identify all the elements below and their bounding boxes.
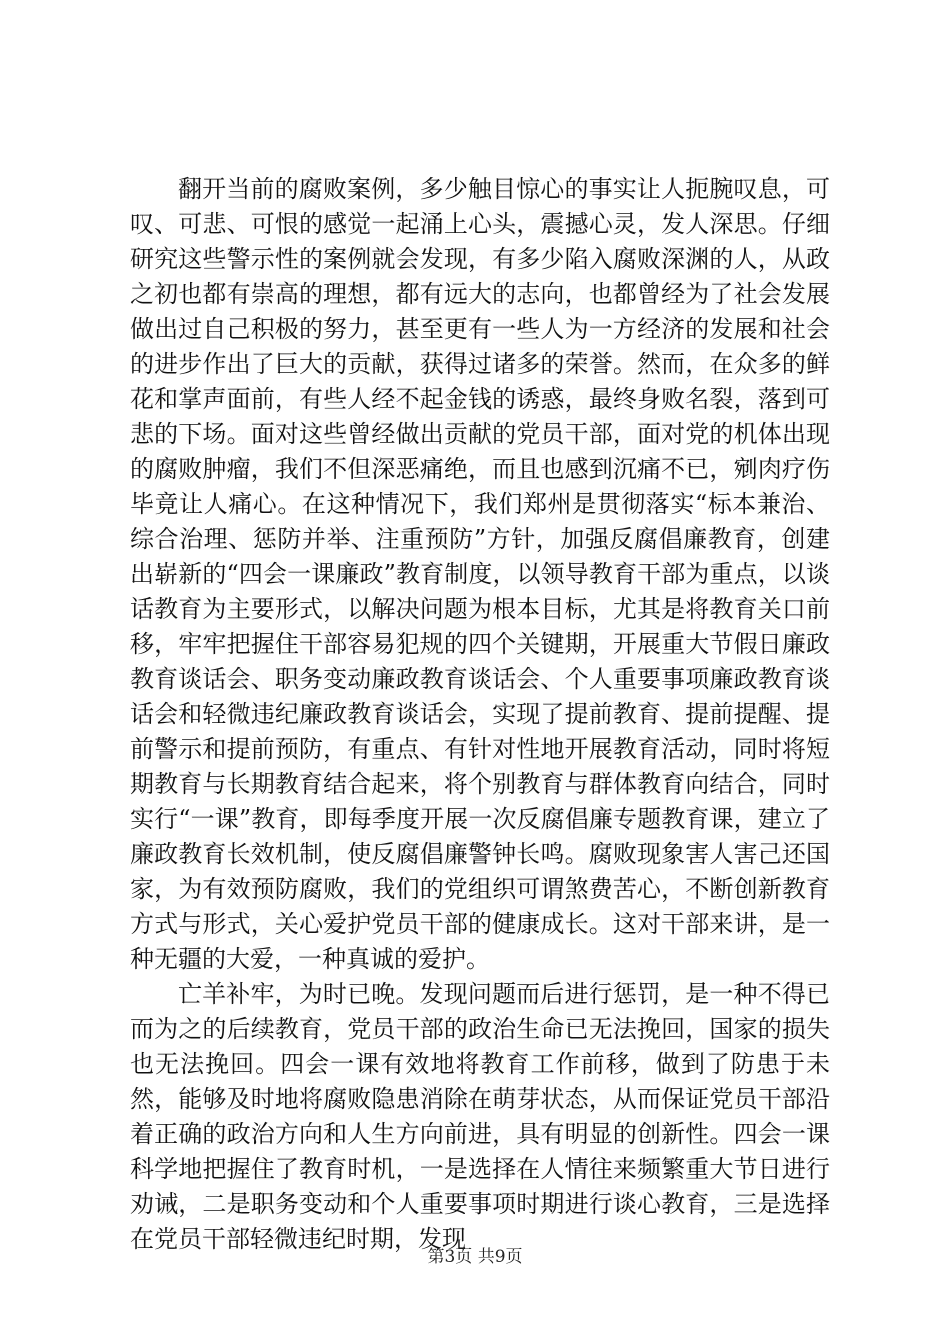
paragraph-2: 亡羊补牢，为时已晚。发现问题而后进行惩罚，是一种不得已而为之的后续教育，党员干部的政治生命已无法挽回，国家的损失也无法挽回。四会一课有效地将教育工作前移，做到了防患于未然，能够及时地将腐败隐患消除在萌芽状态，从而保证党员干部沿着正确的政治方向和人生方向前进，具有明显的创新性。四会一课科学地把握住了教育时机，一是选择在人情往来频繁重大节日进行劝诫，二是职务变动和个人重要事项时期进行谈心教育，三是选择在党员干部轻微违纪时期，发现 — [130, 980, 830, 1253]
paragraph-1: 翻开当前的腐败案例，多少触目惊心的事实让人扼腕叹息，可叹、可悲、可恨的感觉一起涌上心头，震撼心灵，发人深思。仔细研究这些警示性的案例就会发现，有多少陷入腐败深渊的人，从政之初也都有崇高的理想，都有远大的志向，也都曾经为了社会发展做出过自己积极的努力，甚至更有一些人为一方经济的发展和社会的进步作出了巨大的贡献，获得过诸多的荣誉。然而，在众多的鲜花和掌声面前，有些人经不起金钱的诱惑，最终身败名裂，落到可悲的下场。面对这些曾经做出贡献的党员干部，面对党的机体出现的腐败肿瘤，我们不但深恶痛绝，而且也感到沉痛不已，剜肉疗伤毕竟让人痛心。在这种情况下，我们郑州是贯彻落实“标本兼治、综合治理、惩防并举、注重预防”方针，加强反腐倡廉教育，创建出崭新的“四会一课廉政”教育制度，以领导教育干部为重点，以谈话教育为主要形式，以解决问题为根本目标，尤其是将教育关口前移，牢牢把握住干部容易犯规的四个关键期，开展重大节假日廉政教育谈话会、职务变动廉政教育谈话会、个人重要事项廉政教育谈话会和轻微违纪廉政教育谈话会，实现了提前教育、提前提醒、提前警示和提前预防，有重点、有针对性地开展教育活动，同时将短期教育与长期教育结合起来，将个别教育与群体教育向结合，同时实行“一课”教育，即每季度开展一次反腐倡廉专题教育课，建立了廉政教育长效机制，使反腐倡廉警钟长鸣。腐败现象害人害己还国家，为有效预防腐败，我们的党组织可谓煞费苦心，不断创新教育方式与形式，关心爱护党员干部的健康成长。这对干部来讲，是一种无疆的大爱，一种真诚的爱护。 — [130, 175, 830, 973]
page-footer: 第3页 共9页 — [427, 1247, 523, 1267]
body-text — [130, 172, 830, 1257]
